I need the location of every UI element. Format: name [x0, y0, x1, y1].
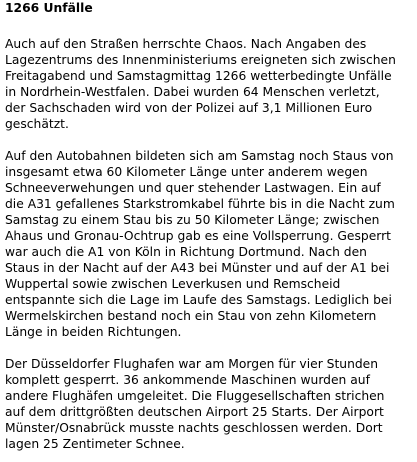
paragraph-line: Münster/Osnabrück musste nachts geschlossen werden. Dort: [5, 421, 383, 435]
paragraph-line: entspannte sich die Lage im Laufe des Samstags. Lediglich bei: [5, 293, 392, 307]
paragraph-line: Lagezentrums des Innenministeriums ereigneten sich zwischen: [5, 53, 396, 67]
paragraph-line: insgesamt etwa 60 Kilometer Länge unter anderem wegen: [5, 165, 368, 179]
paragraph-line: Auf den Autobahnen bildeten sich am Samstag noch Staus von: [5, 149, 394, 163]
article: [5, 0, 416, 452]
paragraph-line: in Nordrhein-Westfalen. Dabei wurden 64 Menschen verletzt,: [5, 85, 380, 99]
paragraph-line: die A31 gefallenes Starkstromkabel führte bis in die Nacht zum: [5, 197, 395, 211]
paragraph-3: [5, 356, 416, 452]
article-title: 1266 Unfälle: [5, 1, 93, 15]
paragraph-line: war auch die A1 von Köln in Richtung Dortmund. Nach den: [5, 245, 367, 259]
spacer: [5, 16, 416, 36]
paragraph-line: Wuppertal sowie zwischen Leverkusen und Remscheid: [5, 277, 341, 291]
paragraph-2: [5, 148, 416, 340]
paragraph-line: Ahaus und Gronau-Ochtrup gab es eine Vollsperrung. Gesperrt: [5, 229, 391, 243]
paragraph-line: komplett gesperrt. 36 ankommende Maschinen wurden auf: [5, 373, 370, 387]
paragraph-1: [5, 36, 416, 132]
paragraph-line: Staus in der Nacht auf der A43 bei Münster und auf der A1 bei: [5, 261, 390, 275]
spacer: [5, 340, 416, 356]
paragraph-line: der Sachschaden wird von der Polizei auf 3,1 Millionen Euro: [5, 101, 373, 115]
paragraph-line: Der Düsseldorfer Flughafen war am Morgen für vier Stunden: [5, 357, 379, 371]
paragraph-line: Schneeverwehungen und quer stehender Lastwagen. Ein auf: [5, 181, 381, 195]
paragraph-line: Auch auf den Straßen herrschte Chaos. Nach Angaben des: [5, 37, 367, 51]
paragraph-line: Wermelskirchen bestand noch ein Stau von zehn Kilometern: [5, 309, 377, 323]
paragraph-line: Länge in beiden Richtungen.: [5, 325, 182, 339]
spacer: [5, 132, 416, 148]
paragraph-line: andere Flughäfen umgeleitet. Die Fluggesellschaften strichen: [5, 389, 385, 403]
paragraph-line: auf dem drittgrößten deutschen Airport 25 Starts. Der Airport: [5, 405, 384, 419]
paragraph-line: Samstag zu einem Stau bis zu 50 Kilometer Länge; zwischen: [5, 213, 380, 227]
paragraph-line: geschätzt.: [5, 117, 69, 131]
paragraph-line: lagen 25 Zentimeter Schnee.: [5, 437, 185, 451]
paragraph-line: Freitagabend und Samstagmittag 1266 wetterbedingte Unfälle: [5, 69, 392, 83]
